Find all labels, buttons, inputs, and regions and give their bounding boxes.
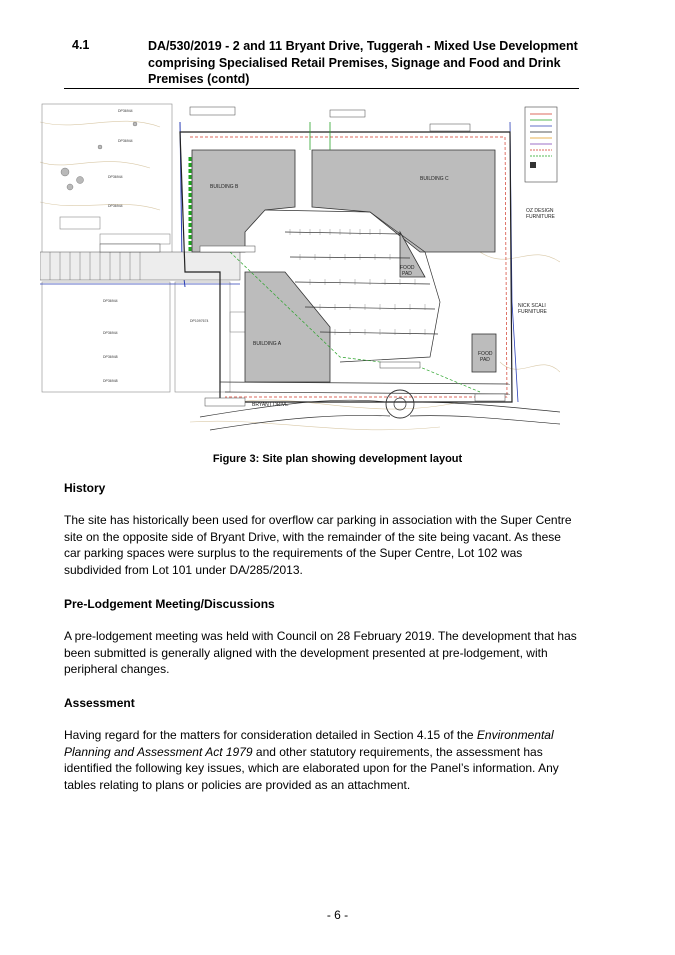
assessment-text-before: Having regard for the matters for consideration detailed in Section 4.15 of the xyxy=(64,728,477,742)
label-building-b: BUILDING B xyxy=(210,184,239,190)
svg-text:DP1097674: DP1097674 xyxy=(190,319,209,323)
svg-text:DP36944: DP36944 xyxy=(103,299,118,303)
svg-text:DP36948: DP36948 xyxy=(103,379,118,383)
svg-text:DP36944: DP36944 xyxy=(108,204,123,208)
svg-text:DP36944: DP36944 xyxy=(103,331,118,335)
label-building-c: BUILDING C xyxy=(420,176,449,182)
label-nick-scali-line2: FURNITURE xyxy=(518,309,547,315)
paragraph-history: The site has historically been used for overflow car parking in association with the Super Centre site on the opposite side of Bryant Drive, with the remainder of the site being vacant. As these car parking spaces were surplus to the requirements of the Super Centre, Lot 102 was subdivided from Lot 101 under DA/285/2013. xyxy=(64,513,572,578)
label-oz-design-line1: OZ DESIGN xyxy=(526,208,554,214)
svg-text:DP36944: DP36944 xyxy=(118,109,133,113)
label-oz-design-line2: FURNITURE xyxy=(526,214,555,220)
label-street: BRYANT DRIVE xyxy=(252,402,289,408)
paragraph-assessment xyxy=(64,727,579,794)
assessment-text-after: and other statutory requirements, the assessment has identified the following key issues, which are elaborated upon for the Panel’s information. Any tables relating to plans or policies are provided as an attachment. xyxy=(64,744,559,793)
svg-text:DP36944: DP36944 xyxy=(108,175,123,179)
heading-assessment: Assessment xyxy=(64,696,135,710)
header-rule xyxy=(64,88,579,89)
page-number: - 6 - xyxy=(326,908,349,922)
label-food-pad-2-line2: PAD xyxy=(480,357,490,363)
paragraph-pre-lodgement: A pre-lodgement meeting was held with Council on 28 February 2019. The development that has been submitted is generally aligned with the development presented at pre-lodgement, with peripheral changes. xyxy=(64,629,577,677)
assessment-act-title: Environmental Planning and Assessment Act 1979 xyxy=(64,728,554,759)
svg-text:DP36948: DP36948 xyxy=(103,355,118,359)
heading-history: History xyxy=(64,481,106,495)
label-building-a: BUILDING A xyxy=(253,341,282,347)
figure-caption: Figure 3: Site plan showing development layout xyxy=(212,453,463,465)
svg-text:DP36944: DP36944 xyxy=(118,139,133,143)
site-plan-figure xyxy=(40,102,560,437)
header-number: 4.1 xyxy=(72,38,90,52)
header-title: DA/530/2019 - 2 and 11 Bryant Drive, Tuggerah - Mixed Use Development comprising Specialised Retail Premises, Signage and Food and Drink Premises (contd) xyxy=(148,39,578,86)
label-nick-scali-line1: NICK SCALI xyxy=(518,303,546,309)
label-food-pad-1-line2: PAD xyxy=(402,271,412,277)
label-food-pad-1-line1: FOOD xyxy=(400,265,415,271)
heading-pre-lodgement: Pre-Lodgement Meeting/Discussions xyxy=(64,597,275,611)
label-food-pad-2-line1: FOOD xyxy=(478,351,493,357)
